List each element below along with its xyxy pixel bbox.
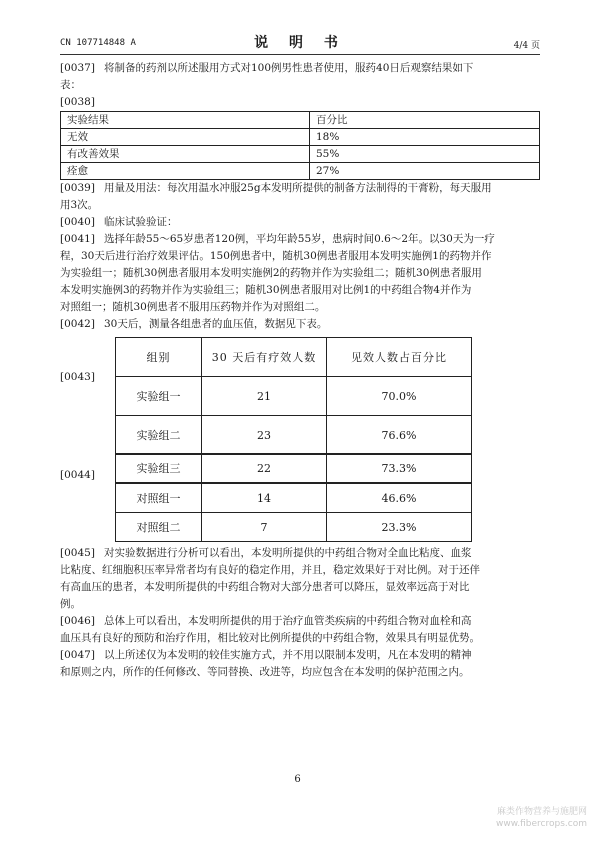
document-body bbox=[60, 60, 540, 681]
paragraph-0041 bbox=[60, 231, 540, 316]
table-cell: 76.6% bbox=[327, 416, 472, 455]
page-header bbox=[60, 30, 540, 55]
table-cell: 14 bbox=[202, 484, 327, 513]
efficacy-table-part1 bbox=[115, 337, 472, 455]
table-header-row bbox=[61, 112, 540, 129]
table-cell: 实验组一 bbox=[116, 377, 202, 416]
table-cell: 46.6% bbox=[327, 484, 472, 513]
efficacy-table-part4 bbox=[115, 483, 472, 542]
page-indicator: 4/4 页 bbox=[513, 41, 540, 51]
table-cell: 21 bbox=[202, 377, 327, 416]
paragraph-0047 bbox=[60, 647, 540, 681]
table-cell: 痊愈 bbox=[61, 163, 310, 180]
table-row bbox=[61, 163, 540, 180]
paragraph-line: 以上所述仅为本发明的较佳实施方式，并不用以限制本发明，凡在本发明的精神 bbox=[104, 649, 472, 661]
table-cell: 73.3% bbox=[327, 454, 472, 483]
paragraph-number: [0047] bbox=[60, 649, 95, 661]
results-table bbox=[60, 111, 540, 180]
efficacy-table-part3 bbox=[115, 453, 472, 483]
table-cell: 7 bbox=[202, 513, 327, 542]
table-cell: 实验组二 bbox=[116, 416, 202, 455]
paragraph-number: [0039] bbox=[60, 182, 95, 194]
table-row bbox=[116, 416, 472, 455]
table-header-cell: 组别 bbox=[116, 338, 202, 377]
table-cell: 55% bbox=[310, 146, 540, 163]
paragraph-line: 对实验数据进行分析可以看出，本发明所提供的中药组合物对全血比粘度、血浆 bbox=[104, 547, 472, 559]
table-cell: 实验组三 bbox=[116, 454, 202, 483]
paragraph-0042 bbox=[60, 316, 540, 333]
paragraph-0046 bbox=[60, 613, 540, 647]
paragraph-number: [0045] bbox=[60, 547, 95, 559]
table-header-row bbox=[116, 338, 472, 377]
table-header-cell: 30 天后有疗效人数 bbox=[202, 338, 327, 377]
paragraph-line: 有高血压的患者，本发明所提供的中药组合物对大部分患者可以降压，显效率远高于对比 bbox=[60, 581, 470, 593]
table-cell: 22 bbox=[202, 454, 327, 483]
document-title: 说 明 书 bbox=[254, 35, 346, 51]
paragraph-number: [0037] bbox=[60, 62, 95, 74]
paragraph-line: 表： bbox=[60, 79, 81, 91]
paragraph-line: 为实验组一；随机30例患者服用本发明实施例2的药物并作为实验组二；随机30例患者服用 bbox=[60, 267, 482, 279]
watermark-url: www.fibercrops.com bbox=[496, 819, 587, 829]
table-cell: 有改善效果 bbox=[61, 146, 310, 163]
table-row bbox=[116, 454, 472, 483]
table-header-cell: 实验结果 bbox=[61, 112, 310, 129]
watermark-title: 麻类作物营养与施肥网 bbox=[496, 807, 587, 817]
table-row bbox=[116, 484, 472, 513]
paragraph-line: 本发明实施例3的药物并作为实验组三；随机30例患者服用对比例1的中药组合物4并作为 bbox=[60, 284, 472, 296]
table-header-cell: 见效人数占百分比 bbox=[327, 338, 472, 377]
table-row bbox=[61, 129, 540, 146]
paragraph-0039 bbox=[60, 180, 540, 214]
paragraph-line: 程，30天后进行治疗效果评估。150例患者中，随机30例患者服用本发明实施例1的药物并作 bbox=[60, 250, 492, 262]
paragraph-number: [0044] bbox=[60, 469, 95, 481]
paragraph-line: 比粘度、红细胞积压率异常者均有良好的稳定作用，并且，稳定效果好于对比例。对于还伴 bbox=[60, 564, 480, 576]
page-number: 6 bbox=[294, 774, 301, 785]
table-cell: 23.3% bbox=[327, 513, 472, 542]
paragraph-line: 用3次。 bbox=[60, 199, 99, 211]
table-row bbox=[61, 146, 540, 163]
paragraph-line: 用量及用法：每次用温水冲服25g本发明所提供的制备方法制得的干膏粉，每天服用 bbox=[104, 182, 492, 194]
paragraph-0045 bbox=[60, 545, 540, 613]
paragraph-number: [0038] bbox=[60, 96, 95, 108]
paragraph-line: 血压具有良好的预防和治疗作用，相比较对比例所提供的中药组合物，效果具有明显优势。 bbox=[60, 632, 480, 644]
paragraph-line: 临床试验验证： bbox=[104, 216, 178, 228]
table-cell: 对照组一 bbox=[116, 484, 202, 513]
paragraph-0037 bbox=[60, 60, 540, 94]
patent-number: CN 107714848 A bbox=[60, 38, 136, 48]
paragraph-line: 选择年龄55～65岁患者120例，平均年龄55岁，患病时间0.6～2年。以30天为一疗 bbox=[104, 233, 495, 245]
paragraph-line: 和原则之内，所作的任何修改、等同替换、改进等，均应包含在本发明的保护范围之内。 bbox=[60, 666, 470, 678]
paragraph-line: 将制备的药剂以所述服用方式对100例男性患者使用，服药40日后观察结果如下 bbox=[104, 62, 474, 74]
table-cell: 对照组二 bbox=[116, 513, 202, 542]
paragraph-number: [0042] bbox=[60, 318, 95, 330]
table-header-cell: 百分比 bbox=[310, 112, 540, 129]
paragraph-number: [0046] bbox=[60, 615, 95, 627]
table-cell: 无效 bbox=[61, 129, 310, 146]
paragraph-line: 例。 bbox=[60, 598, 81, 610]
table-cell: 70.0% bbox=[327, 377, 472, 416]
table-cell: 18% bbox=[310, 129, 540, 146]
paragraph-line: 总体上可以看出，本发明所提供的用于治疗血管类疾病的中药组合物对血栓和高 bbox=[104, 615, 472, 627]
paragraph-line: 对照组一；随机30例患者不服用压药物并作为对照组二。 bbox=[60, 301, 326, 313]
paragraph-number: [0043] bbox=[60, 371, 95, 383]
table-cell: 27% bbox=[310, 163, 540, 180]
table-row bbox=[116, 377, 472, 416]
paragraph-0038 bbox=[60, 94, 540, 111]
paragraph-line: 30天后，测量各组患者的血压值，数据见下表。 bbox=[104, 318, 328, 330]
paragraph-number: [0041] bbox=[60, 233, 95, 245]
paragraph-number: [0040] bbox=[60, 216, 95, 228]
watermark bbox=[496, 806, 587, 830]
table-row bbox=[116, 513, 472, 542]
paragraph-0040 bbox=[60, 214, 540, 231]
table-cell: 23 bbox=[202, 416, 327, 455]
